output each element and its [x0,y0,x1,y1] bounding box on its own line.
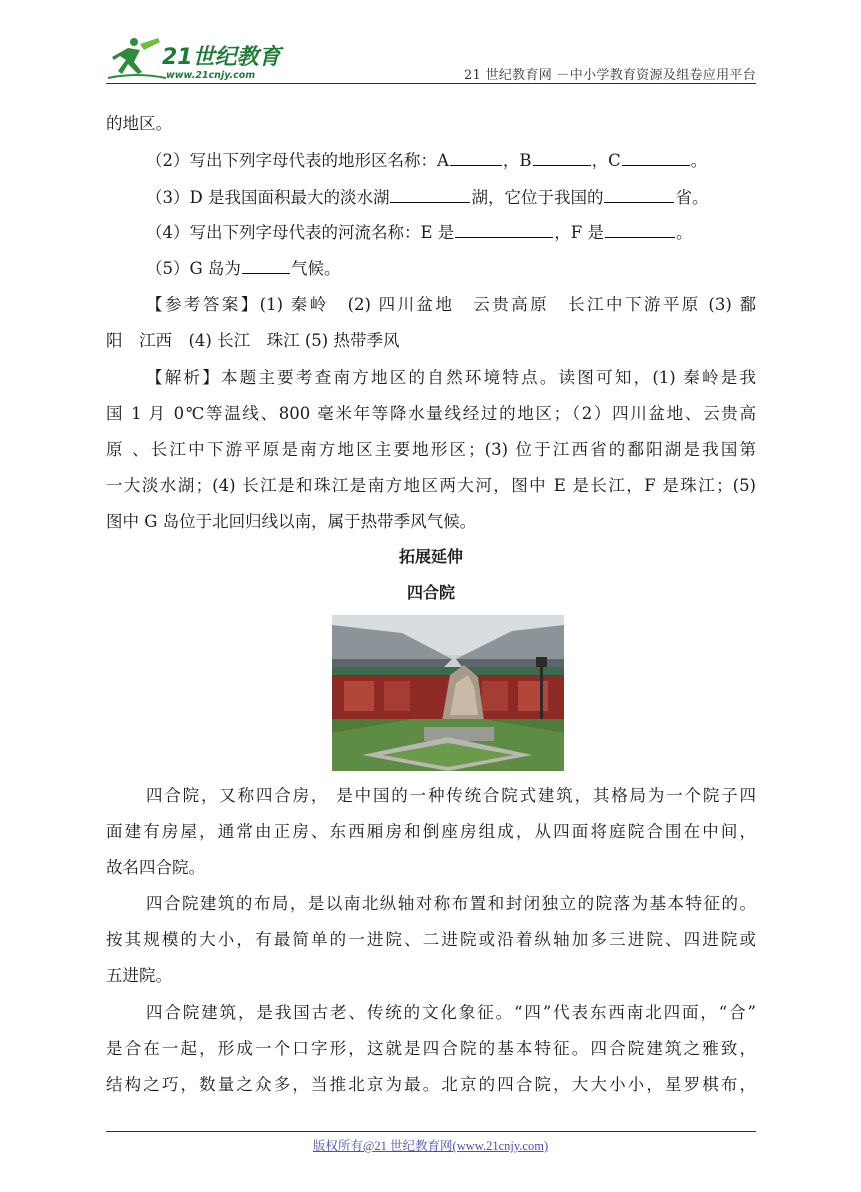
paragraph-line: 四合院建筑的布局，是以南北纵轴对称布置和封闭独立的院落为基本特征的。 [146,894,756,913]
paragraph-line: 故名四合院。 [106,858,205,877]
copyright-link[interactable]: 版权所有@21 世纪教育网(www.21cnjy.com) [312,1139,549,1153]
text-segment: （4）写出下列字母代表的河流名称：E 是 [146,223,455,242]
article-title: 四合院 [406,583,455,602]
question-3 [106,186,708,210]
logo-text: 21世纪教育 [162,45,281,70]
question-5 [106,257,340,281]
analysis-line: 图中 G 岛位于北回归线以南，属于热带季风气候。 [106,512,477,531]
text-segment: （3）D 是我国面积最大的淡水湖 [146,188,390,207]
analysis-line: 【解析】本题主要考查南方地区的自然环境特点。读图可知，(1) 秦岭是我 [146,368,756,387]
text-segment: 。 [690,151,708,170]
text-segment: 省。 [675,188,709,207]
text-segment: 。 [676,223,693,242]
question-4 [106,221,693,245]
siheyuan-photo [332,615,564,771]
text-segment: 湖，它位于我国的 [471,188,604,207]
answer-blank [455,223,553,238]
analysis-line: 一大淡水湖；(4) 长江是和珠江是南方地区两大河，图中 E 是长江，F 是珠江；(5) [106,476,756,495]
section-heading: 拓展延伸 [398,547,463,566]
answer-blank [533,151,591,166]
analysis-line: 原 、长江中下游平原是南方地区主要地形区；(3) 位于江西省的鄱阳湖是我国第 [106,440,756,459]
answer-blank [604,188,674,203]
paragraph-line: 五进院。 [106,966,172,985]
answer-blank [390,188,470,203]
answer-line: 【参考答案】(1) 秦岭 (2) 四川盆地 云贵高原 长江中下游平原 (3) 鄱 [146,295,756,314]
text-segment: ，B [502,151,532,170]
text-segment: ，F 是 [554,223,604,242]
question-2 [106,149,707,173]
logo-url: www.21cnjy.com [166,70,256,81]
site-title: 21 世纪教育网 －中小学教育资源及组卷应用平台 [463,68,756,83]
paragraph-line: 面建有房屋，通常由正房、东西厢房和倒座房组成，从四面将庭院合围在中间， [106,822,756,841]
answer-blank [605,223,675,238]
analysis-line: 国 1 月 0℃等温线、800 毫米年等降水量线经过的地区；（2）四川盆地、云贵高 [106,404,756,423]
text-segment: （2）写出下列字母代表的地形区名称：A [146,151,449,170]
answer-blank [622,151,690,166]
paragraph-line: 按其规模的大小，有最简单的一进院、二进院或沿着纵轴加多三进院、四进院或 [106,930,756,949]
answer-blank [242,259,290,274]
paragraph-line: 结构之巧，数量之众多，当推北京为最。北京的四合院，大大小小，星罗棋布， [106,1075,756,1094]
paragraph-line: 四合院，又称四合房， 是中国的一种传统合院式建筑，其格局为一个院子四 [146,786,756,805]
footer-divider [106,1131,756,1132]
text-line: 的地区。 [106,114,172,133]
header-divider [106,83,756,84]
text-segment: 气候。 [290,259,341,278]
answer-line: 阳 江西 (4) 长江 珠江 (5) 热带季风 [106,331,400,350]
paragraph-line: 四合院建筑，是我国古老、传统的文化象征。“四”代表东西南北四面，“合” [146,1003,756,1022]
page-header [106,30,756,84]
paragraph-line: 是合在一起，形成一个口字形，这就是四合院的基本特征。四合院建筑之雅致， [106,1039,756,1058]
text-segment: ，C [591,151,621,170]
site-logo [106,34,306,82]
text-segment: （5）G 岛为 [146,259,241,278]
answer-blank [450,151,502,166]
